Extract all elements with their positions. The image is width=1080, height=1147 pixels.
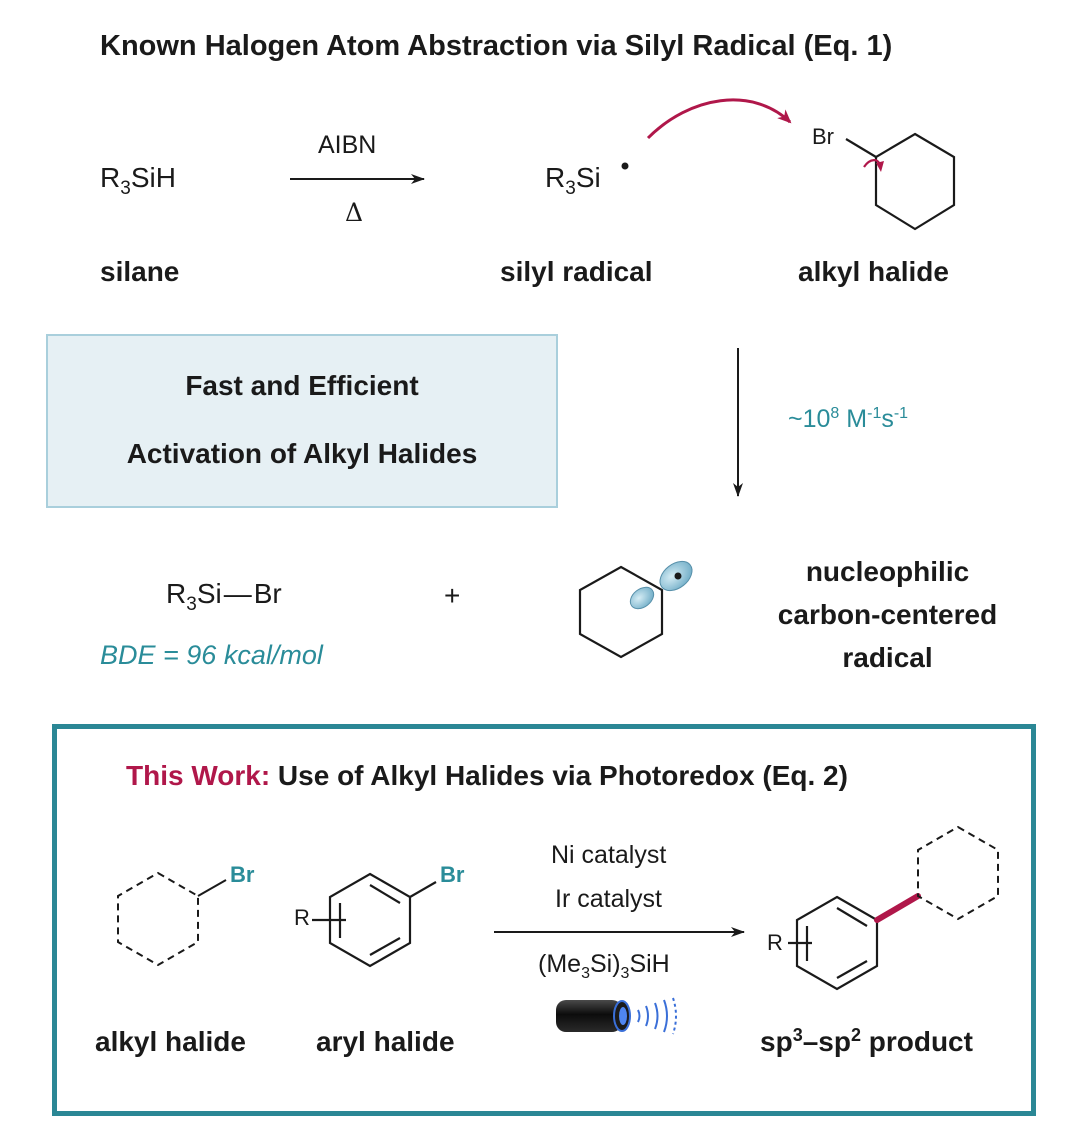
alkyl-halide-label: alkyl halide [798, 256, 949, 287]
silyl-radical-dot [622, 163, 629, 170]
eq2-product-aryl-ring [788, 897, 877, 989]
eq2-title-highlight: This Work: [126, 760, 271, 791]
eq1-title: Known Halogen Atom Abstraction via Silyl Radical (Eq. 1) [100, 30, 893, 62]
eq2-alkyl-label: alkyl halide [95, 1026, 246, 1057]
eq2-product-label: $sp^3-sp^2$ product [760, 1025, 973, 1057]
info-line-2: Activation of Alkyl Halides [126, 438, 478, 469]
heat-label: Δ [345, 198, 364, 227]
radical-label-line-3: radical [842, 642, 933, 673]
radical-attack-arrow [648, 100, 790, 138]
eq2-alkyl-ring [118, 873, 198, 965]
silane-reagent-label: $(Me_3Si)_3SiH$ [538, 950, 670, 982]
eq2-aryl-label: aryl halide [316, 1026, 455, 1057]
silyl-radical-label: silyl radical [500, 256, 653, 287]
silyl-radical-formula: $R_3Si$ [545, 162, 601, 199]
silyl-bromide-formula: $R_3Si—Br$ [166, 578, 282, 615]
rate-constant: $\sim 10^8$ $M^{-1}s^{-1}$ [788, 405, 909, 433]
radical-label-line-2: carbon-centered [777, 599, 998, 630]
eq2-aryl-ring [312, 874, 436, 966]
eq2-aryl-br: Br [440, 862, 465, 887]
info-line-1: Fast and Efficient [185, 370, 419, 401]
ni-catalyst-label: Ni catalyst [551, 841, 667, 869]
eq2-aryl-substituent: R [294, 905, 310, 930]
eq2-title-rest: Use of Alkyl Halides via Photoredox (Eq. 2) [270, 760, 848, 791]
silane-label: silane [100, 256, 180, 287]
blue-led-icon [556, 998, 676, 1034]
bond-cleavage-arrowhead [876, 161, 884, 172]
cyclohexyl-radical [580, 567, 662, 657]
ir-catalyst-label: Ir catalyst [555, 885, 662, 913]
silane-formula: $R_3SiH$ [100, 162, 176, 199]
bde-label: BDE = 96 kcal/mol [100, 640, 323, 670]
plus-sign: + [444, 580, 461, 611]
eq2-alkyl-br: Br [230, 862, 255, 887]
eq2-alkyl-bond [198, 880, 226, 896]
eq2-product-substituent: R [767, 930, 783, 955]
alkyl-bromide-atom: Br [812, 124, 834, 149]
cyclohexyl-bromide [846, 134, 954, 229]
radical-label-line-1: nucleophilic [805, 556, 970, 587]
aibn-label: AIBN [318, 131, 377, 159]
eq2-new-bond [877, 896, 918, 920]
eq2-product-alkyl-ring [918, 827, 998, 919]
